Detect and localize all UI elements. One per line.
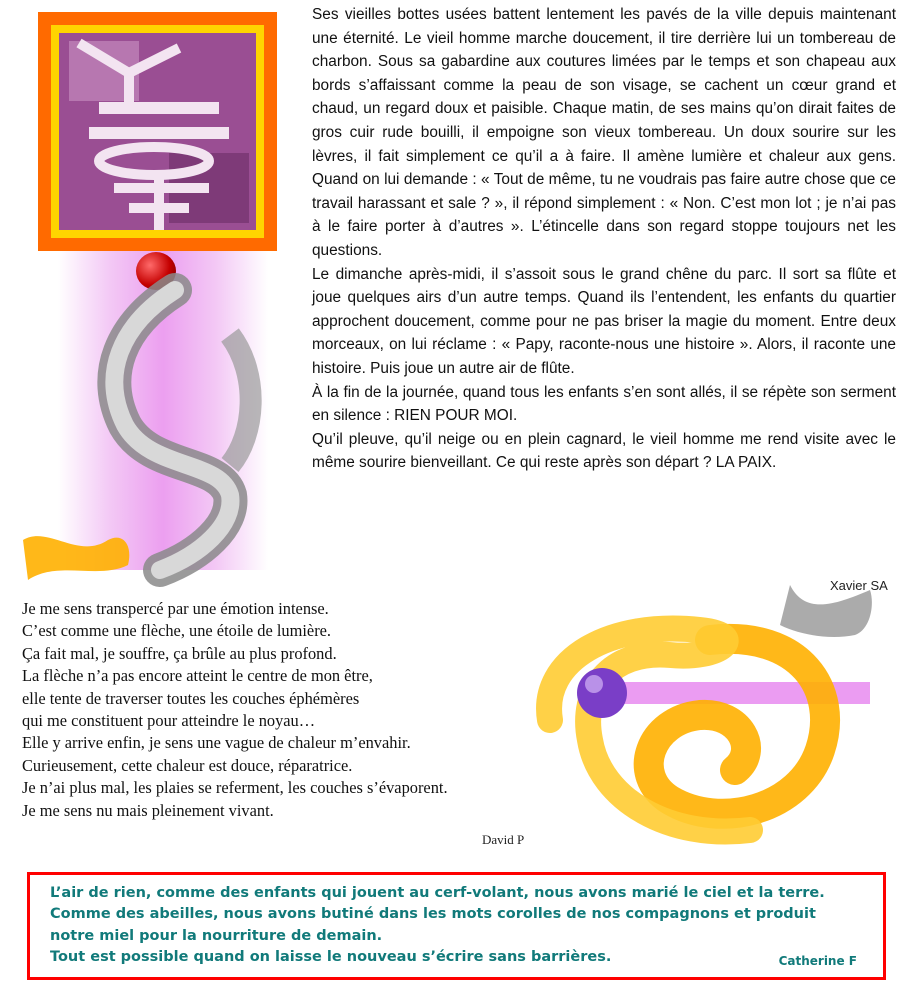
prose-paragraph: Ses vieilles bottes usées battent lentement les pavés de la ville depuis maintenant une éternité. Le vieil homme marche doucement, il tire derrière lui un tombereau de charbon. Sous sa gabardine aux coutures limées par le temps et son chapeau aux bords s’affaissant comme la peau de son visage, se cachent un cœur grand et chaud, un regard doux et paisible. Chaque matin, de ses mains qu’on dirait faites de gros cuir rude bouilli, il empoigne son vieux tombereau. Un doux sourire sur les lèvres, il fait simplement ce qu’il a à faire. Il amène lumière et chaleur aux gens. Quand on lui demande : « Tout de même, tu ne voudrais pas faire autre chose que ce travail harassant et sale ? », il répond simplement : « Non. C’est mon lot ; je n’ai pas à le faire porter à d’autres ». L’étincelle dans son regard stoppe toujours net les questions. [312,6,896,259]
prose-paragraph: Qu’il pleuve, qu’il neige ou en plein cagnard, le vieil homme me rend visite avec le même sourire bienveillant. Ce qui reste après son départ ? LA PAIX. [312,430,896,472]
poem-author: David P [482,832,525,847]
prose-author: Xavier SA [830,578,888,593]
poem-line: elle tente de traverser toutes les couches éphémères [22,688,360,708]
poem-line: La flèche n’a pas encore atteint le centre de mon être, [22,666,373,686]
prose-paragraph: Le dimanche après-midi, il s’assoit sous le grand chêne du parc. Il sort sa flûte et joue quelques airs d’un autre temps. Quand ils l’entendent, les enfants du quartier approchent doucement, comme pour ne pas briser la magie du moment. Entre deux morceaux, on lui réclame : « Papy, raconte-nous une histoire ». Alors, il raconte une histoire. Puis joue un autre air de flûte. [312,265,896,377]
poem-line: Je me sens transpercé par une émotion intense. [22,599,329,618]
poem-line: C’est comme une flèche, une étoile de lumière. [22,621,332,641]
quote-author: Catherine F [778,954,857,968]
calligraphy-image [59,33,256,230]
poem-line: Je me sens nu mais pleinement vivant. [22,800,274,820]
quote-line: notre miel pour la nourriture de demain. [50,927,383,944]
poem-line: Ça fait mal, je souffre, ça brûle au plus profond. [22,643,337,663]
orange-ribbon-left [18,520,138,590]
poem [22,598,542,822]
quote-line: L’air de rien, comme des enfants qui jouent au cerf-volant, nous avons marié le ciel et la terre. [50,885,825,901]
prose-paragraph: À la fin de la journée, quand tous les enfants s’en sont allés, il se répète son serment en silence : RIEN POUR MOI. [312,383,896,425]
quote-box [27,872,886,980]
orange-spiral-artwork [520,600,880,860]
quote-text [50,883,870,969]
prose-story [312,3,896,475]
poem-line: Je n’ai plus mal, les plaies se referment, les couches s’évaporent. [22,778,448,798]
quote-line: Comme des abeilles, nous avons butiné dans les mots corolles de nos compagnons et produit [50,906,816,923]
poem-line: Elle y arrive enfin, je sens une vague de chaleur m’envahir. [22,733,411,753]
quote-line: Tout est possible quand on laisse le nouveau s’écrire sans barrières. [50,949,612,966]
poem-line: Curieusement, cette chaleur est douce, réparatrice. [22,755,353,775]
poem-line: qui me constituent pour atteindre le noyau… [22,711,316,731]
